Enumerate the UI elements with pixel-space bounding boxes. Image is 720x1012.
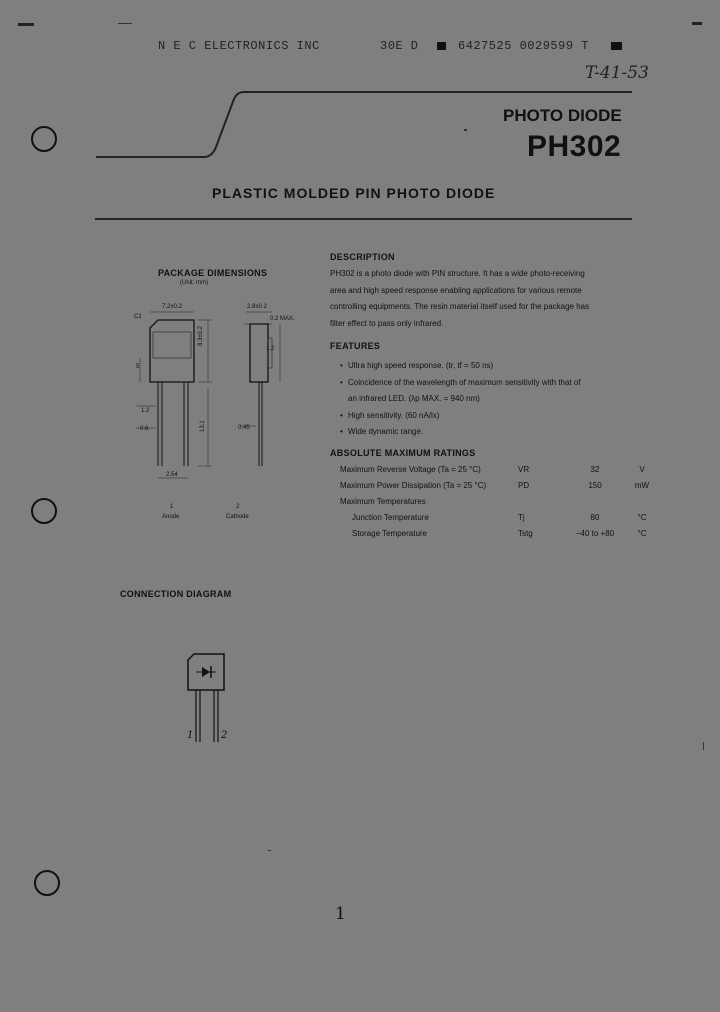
dim-max: 0.2 MAX. xyxy=(270,316,295,322)
rating-value: 32 xyxy=(590,464,600,474)
rating-symbol: Tstg xyxy=(518,528,533,538)
rating-value: −40 to +80 xyxy=(575,528,615,538)
package-drawing xyxy=(132,298,322,498)
scan-mark xyxy=(268,850,271,851)
package-unit: (Unit: mm) xyxy=(180,280,208,286)
part-number: PH302 xyxy=(527,130,622,163)
dim-height: 8.3±0.2 xyxy=(198,326,204,346)
rating-unit xyxy=(628,493,656,509)
dim-0-6: 0.6 xyxy=(140,426,149,432)
rating-name: Maximum Reverse Voltage (Ta = 25 °C) xyxy=(340,464,481,474)
pin-label-1: 1 xyxy=(170,504,174,510)
description-line: filter effect to pass only infrared. xyxy=(330,318,444,328)
doc-number: 6427525 0029599 T xyxy=(458,39,589,53)
features-heading: FEATURES xyxy=(330,341,381,351)
product-subtitle: PLASTIC MOLDED PIN PHOTO DIODE xyxy=(212,185,496,201)
connection-heading: CONNECTION DIAGRAM xyxy=(120,589,232,599)
rating-value: 150 xyxy=(588,480,602,490)
rating-value xyxy=(562,493,628,509)
description-line: controlling equipments. The resin material itself used for the package has xyxy=(330,302,590,311)
feature-item-cont: an infrared LED. (λp MAX. = 940 nm) xyxy=(348,394,480,403)
ratings-table xyxy=(340,461,656,541)
rating-symbol xyxy=(518,493,562,509)
connection-pin-1: 1 xyxy=(187,730,194,741)
dim-chamfer: C1 xyxy=(134,314,142,320)
description-text xyxy=(330,266,632,332)
cathode-label: Cathode xyxy=(226,514,249,520)
binder-hole-2 xyxy=(31,498,57,524)
rating-symbol: Tj xyxy=(518,512,525,522)
rating-value: 80 xyxy=(590,512,600,522)
description-heading: DESCRIPTION xyxy=(330,252,395,262)
handwritten-ref: T-41-53 xyxy=(585,63,649,83)
pin-label-2: 2 xyxy=(236,504,240,510)
dim-0-45: 0.45 xyxy=(238,425,250,431)
features-list xyxy=(348,358,632,441)
feature-item: • High sensitivity. (60 nA/lx) xyxy=(348,408,632,425)
dim-pitch: 2.54 xyxy=(166,472,178,478)
company-name: N E C ELECTRONICS INC xyxy=(158,39,320,53)
dim-lead: 13.1 xyxy=(200,420,206,432)
anode-label: Anode xyxy=(162,514,180,520)
rating-symbol: VR xyxy=(518,464,530,474)
description-line: PH302 is a photo diode with PIN structure. It has a wide photo-receiving xyxy=(330,269,585,278)
header-code: 30E D xyxy=(380,39,419,53)
description-line: area and high speed response enabling applications for various remote xyxy=(330,285,582,295)
feature-item: • Wide dynamic range. xyxy=(348,424,632,441)
title-tick xyxy=(464,129,467,131)
rating-row xyxy=(340,525,656,541)
rating-row xyxy=(340,477,656,493)
product-category: PHOTO DIODE xyxy=(503,106,622,125)
rating-symbol: PD xyxy=(518,480,530,490)
rating-row xyxy=(340,509,656,525)
scan-mark xyxy=(703,742,704,750)
rating-name: Maximum Power Dissipation (Ta = 25 °C) xyxy=(340,480,487,490)
dim-5: 5 xyxy=(136,364,140,370)
ratings-heading: ABSOLUTE MAXIMUM RATINGS xyxy=(330,448,476,458)
rating-name: Storage Temperature xyxy=(352,528,428,538)
page-number: 1 xyxy=(335,904,346,924)
rating-row xyxy=(340,493,656,509)
dim-1-2b: 1.2 xyxy=(266,346,275,352)
dim-depth: 2.8±0.2 xyxy=(247,304,267,310)
rating-unit: °C xyxy=(637,512,647,522)
rating-unit: °C xyxy=(637,528,647,538)
connection-pin-2: 2 xyxy=(221,730,228,741)
rating-name: Junction Temperature xyxy=(352,512,429,522)
header-divider xyxy=(95,218,632,220)
dim-1-2: 1.2 xyxy=(141,408,150,414)
feature-item: • Coincidence of the wavelength of maximum sensitivity with that of xyxy=(348,375,632,392)
rating-name: Maximum Temperatures xyxy=(340,496,426,506)
rating-unit: V xyxy=(639,464,645,474)
binder-hole-3 xyxy=(34,870,60,896)
rating-unit: mW xyxy=(634,480,650,490)
feature-item: • Ultra high speed response. (tr, tf = 50 ns) xyxy=(348,358,632,375)
rating-row xyxy=(340,461,656,477)
package-title: PACKAGE DIMENSIONS xyxy=(158,268,268,278)
dim-width: 7.2±0.2 xyxy=(162,304,182,310)
